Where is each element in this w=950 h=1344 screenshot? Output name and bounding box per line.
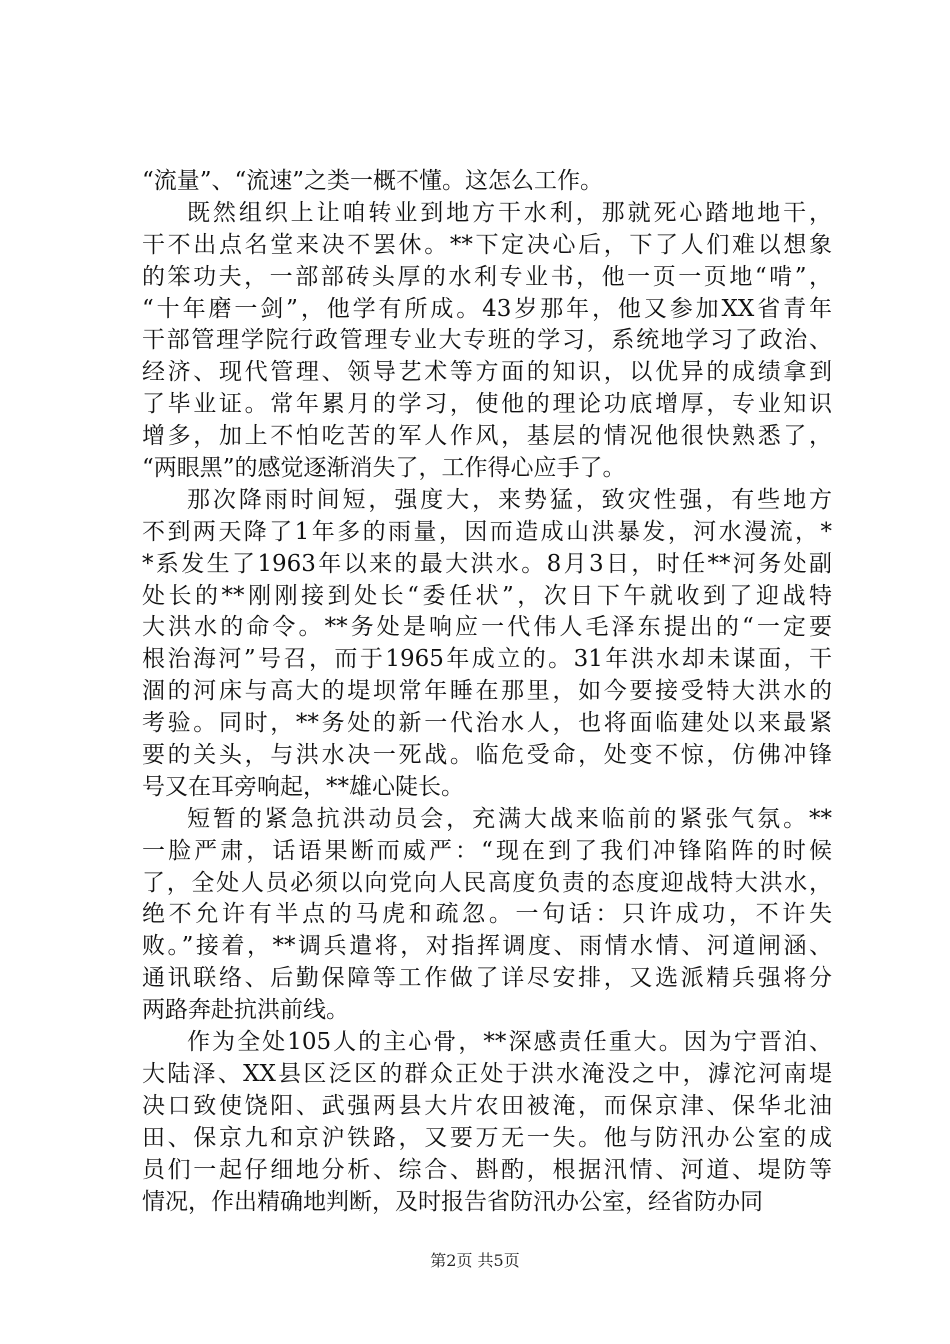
paragraph-line: “流量”、“流速”之类一概不懂。这怎么工作。 xyxy=(142,168,604,194)
paragraph-line: 员们一起仔细地分析、综合、斟酌，根据汛情、河道、堤防等 xyxy=(142,1156,832,1183)
paragraph-line: 要的关头，与洪水决一死战。临危受命，处变不惊，仿佛冲锋 xyxy=(142,742,832,769)
paragraph-line: 大陆泽、XX县区泛区的群众正处于洪水淹没之中，滹沱河南堤 xyxy=(142,1060,832,1087)
paragraph-line: 根治海河”号召，而于1965年成立的。31年洪水却未谋面，干 xyxy=(142,646,832,673)
paragraph-line: 号又在耳旁响起，**雄心陡长。 xyxy=(142,773,464,800)
paragraph-line: 增多，加上不怕吃苦的军人作风，基层的情况他很快熟悉了， xyxy=(142,423,832,450)
paragraph-line: 那次降雨时间短，强度大，来势猛，致灾性强，有些地方 xyxy=(187,486,832,513)
paragraph-line: 决口致使饶阳、武强两县大片农田被淹，而保京津、保华北油 xyxy=(142,1092,832,1119)
paragraph-line: 经济、现代管理、领导艺术等方面的知识，以优异的成绩拿到 xyxy=(142,359,832,386)
paragraph-line: 考验。同时，**务处的新一代治水人，也将面临建处以来最紧 xyxy=(142,710,832,737)
paragraph-line: 一脸严肃，话语果断而威严：“现在到了我们冲锋陷阵的时候 xyxy=(142,837,832,864)
paragraph-line: 处长的**刚刚接到处长“委任状”，次日下午就收到了迎战特 xyxy=(142,582,832,609)
paragraph-line: 干部管理学院行政管理专业大专班的学习，系统地学习了政治、 xyxy=(142,327,832,354)
page-number-footer: 第2页 共5页 xyxy=(430,1251,520,1270)
paragraph-line: 干不出点名堂来决不罢休。**下定决心后，下了人们难以想象 xyxy=(142,231,832,258)
paragraph-line: 既然组织上让咱转业到地方干水利，那就死心踏地地干， xyxy=(187,199,832,226)
paragraph-line: 的笨功夫，一部部砖头厚的水利专业书，他一页一页地“啃”， xyxy=(142,263,832,290)
paragraph-line: 通讯联络、后勤保障等工作做了详尽安排，又选派精兵强将分 xyxy=(142,965,832,992)
paragraph-line: 短暂的紧急抗洪动员会，充满大战来临前的紧张气氛。** xyxy=(187,805,832,832)
paragraph-line: 绝不允许有半点的马虎和疏忽。一句话：只许成功，不许失 xyxy=(142,901,832,928)
paragraph-line: 情况，作出精确地判断，及时报告省防汛办公室，经省防办同 xyxy=(142,1188,763,1215)
paragraph-line: 不到两天降了1年多的雨量，因而造成山洪暴发，河水漫流，* xyxy=(142,518,832,545)
paragraph-line: 涸的河床与高大的堤坝常年睡在那里，如今要接受特大洪水的 xyxy=(142,678,832,705)
paragraph-line: 了毕业证。常年累月的学习，使他的理论功底增厚，专业知识 xyxy=(142,391,832,418)
paragraph-line: 作为全处105人的主心骨，**深感责任重大。因为宁晋泊、 xyxy=(187,1029,832,1056)
paragraph-line: *系发生了1963年以来的最大洪水。8月3日，时任**河务处副 xyxy=(142,550,832,577)
paragraph-line: “十年磨一剑”，他学有所成。43岁那年，他又参加XX省青年 xyxy=(142,295,832,322)
paragraph-line: 田、保京九和京沪铁路，又要万无一失。他与防汛办公室的成 xyxy=(142,1124,832,1151)
document-body xyxy=(142,166,832,1218)
paragraph-line: 两路奔赴抗洪前线。 xyxy=(142,997,349,1024)
paragraph-line: 大洪水的命令。**务处是响应一代伟人毛泽东提出的“一定要 xyxy=(142,614,832,641)
paragraph-line: 了，全处人员必须以向党向人民高度负责的态度迎战特大洪水， xyxy=(142,869,832,896)
paragraph-line: “两眼黑”的感觉逐渐消失了，工作得心应手了。 xyxy=(142,455,626,482)
paragraph-line: 败。”接着，**调兵遣将，对指挥调度、雨情水情、河道闸涵、 xyxy=(142,933,832,960)
